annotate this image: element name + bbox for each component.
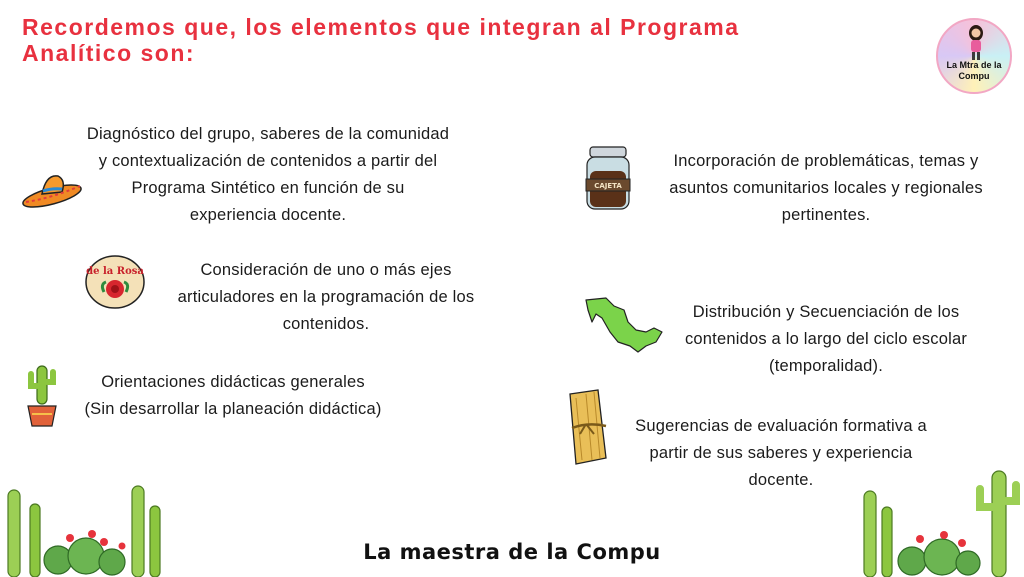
girl-avatar-icon bbox=[964, 24, 988, 60]
cajeta-label: CAJETA bbox=[594, 182, 622, 190]
logo bbox=[936, 18, 1012, 94]
item-5-text bbox=[660, 299, 992, 380]
item-2-text bbox=[150, 257, 502, 338]
cajeta-jar-icon bbox=[584, 145, 632, 211]
item-6-line-1: Sugerencias de evaluación formativa a bbox=[635, 417, 927, 435]
page-title-line-2: Analítico son: bbox=[22, 40, 196, 66]
item-4-line-2: asuntos comunitarios locales y regionales bbox=[669, 179, 983, 197]
item-2-line-1: Consideración de uno o más ejes bbox=[200, 261, 452, 279]
tamale-icon bbox=[562, 388, 610, 466]
rose-tin-label: de la Rosa bbox=[86, 266, 144, 277]
item-3-line-1: Orientaciones didácticas generales bbox=[101, 373, 365, 391]
item-3-line-2: (Sin desarrollar la planeación didáctica) bbox=[84, 400, 382, 418]
page-title-line-1: Recordemos que, los elementos que integran al Programa bbox=[22, 14, 740, 40]
item-5-line-2: contenidos a lo largo del ciclo escolar bbox=[684, 330, 968, 348]
logo-text-line-1: La Mtra de la bbox=[946, 60, 1002, 70]
mexico-map-icon bbox=[584, 296, 664, 354]
page-title bbox=[22, 14, 892, 66]
item-1-line-2: y contextualización de contenidos a partir del bbox=[98, 152, 438, 170]
item-5-line-3: (temporalidad). bbox=[769, 357, 883, 375]
item-1-line-3: Programa Sintético en función de su bbox=[131, 179, 405, 197]
item-1-text bbox=[58, 121, 478, 229]
footer-credit: La maestra de la Compu bbox=[363, 540, 661, 564]
item-2-line-3: contenidos. bbox=[282, 315, 370, 333]
logo-text-line-2: Compu bbox=[958, 71, 990, 81]
item-1-line-4: experiencia docente. bbox=[189, 206, 347, 224]
item-4-line-1: Incorporación de problemáticas, temas y bbox=[673, 152, 979, 170]
item-6-line-3: docente. bbox=[748, 471, 814, 489]
rose-tin-icon bbox=[84, 254, 146, 310]
item-4-text bbox=[640, 148, 1012, 229]
item-1-line-1: Diagnóstico del grupo, saberes de la comunidad bbox=[86, 125, 450, 143]
item-2-line-2: articuladores en la programación de los bbox=[177, 288, 475, 306]
item-4-line-3: pertinentes. bbox=[781, 206, 871, 224]
item-3-text bbox=[55, 369, 411, 423]
item-5-line-1: Distribución y Secuenciación de los bbox=[692, 303, 960, 321]
item-6-line-2: partir de sus saberes y experiencia bbox=[649, 444, 913, 462]
